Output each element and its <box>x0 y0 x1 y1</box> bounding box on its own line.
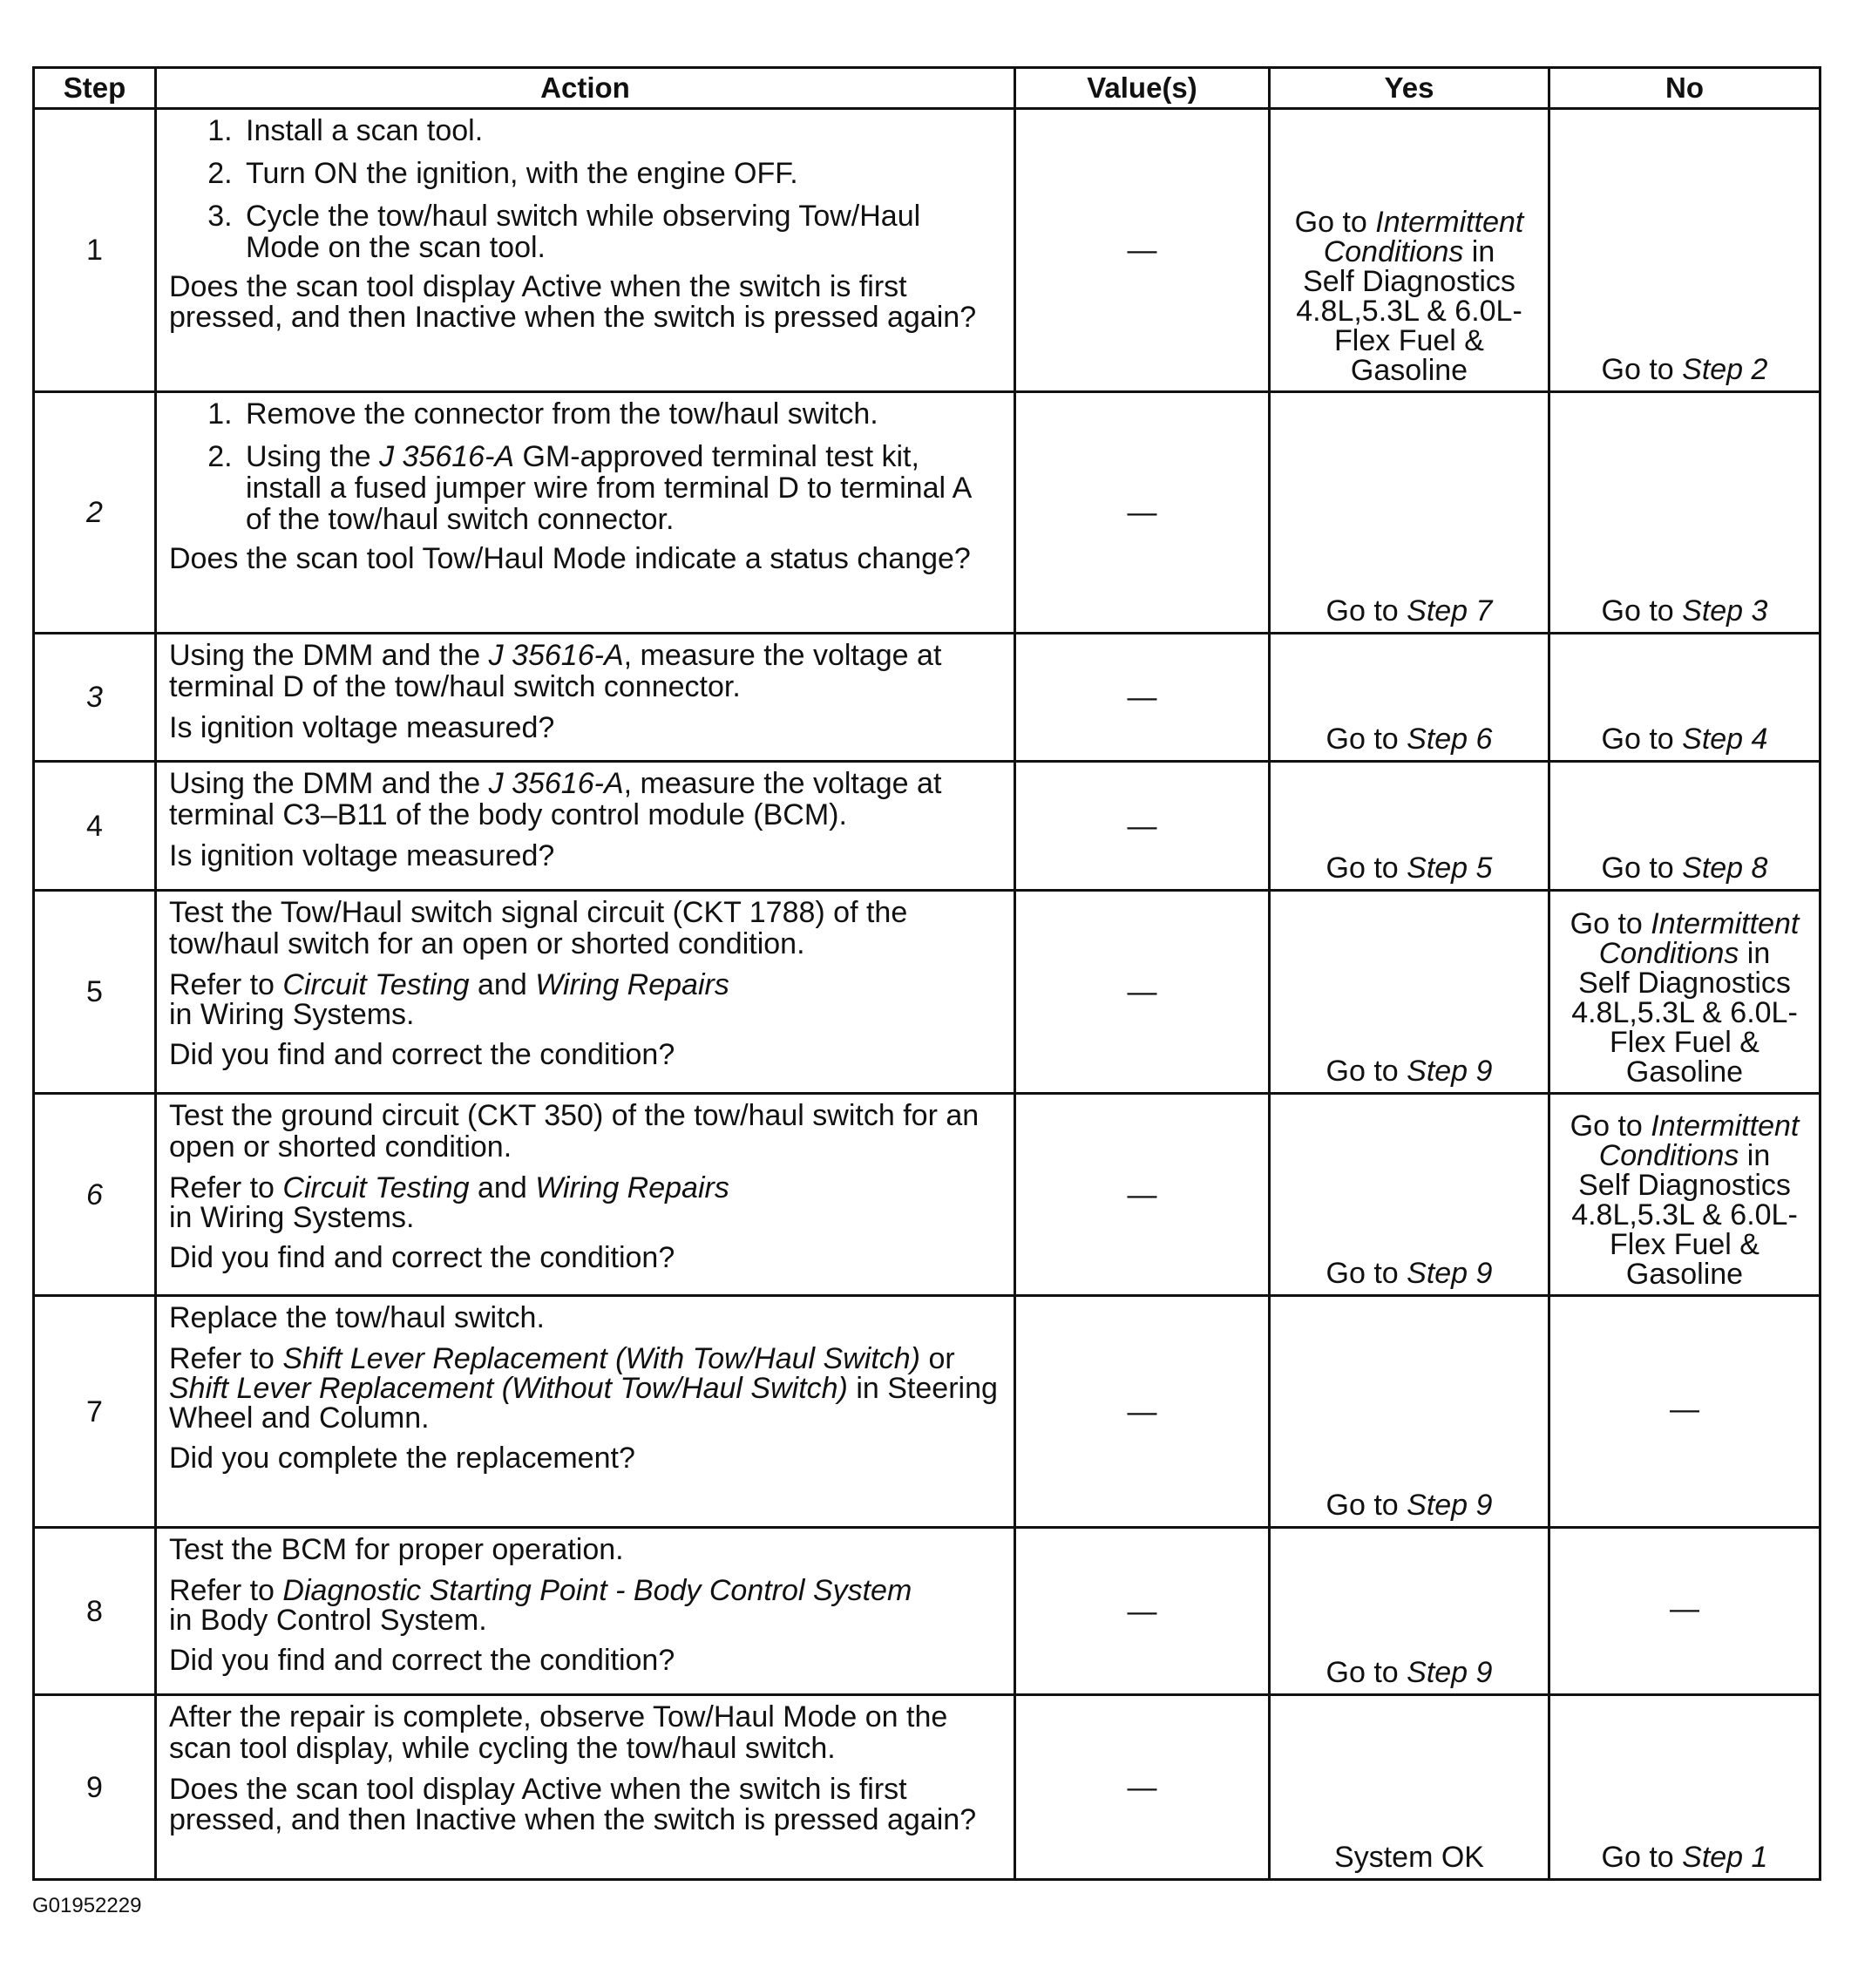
value-cell: — <box>1015 109 1270 392</box>
table-row <box>34 1528 1820 1695</box>
yes-cell <box>1270 109 1549 392</box>
reference-link[interactable]: Circuit Testing <box>282 968 470 1001</box>
action-question: Did you complete the replacement? <box>169 1442 635 1475</box>
goto-step-link[interactable]: Step 2 <box>1682 353 1768 386</box>
goto-step-link[interactable]: Step 5 <box>1407 852 1493 885</box>
goto-step-link[interactable]: Step 6 <box>1407 723 1493 756</box>
goto-step-link[interactable]: Step 4 <box>1682 723 1768 756</box>
step-number: 6 <box>34 1094 156 1296</box>
action-question: Did you find and correct the condition? <box>169 1644 675 1677</box>
value-cell: — <box>1015 1094 1270 1296</box>
no-cell: Go to Step 4 <box>1549 634 1820 762</box>
step-number: 8 <box>34 1528 156 1695</box>
action-cell <box>156 109 1015 392</box>
step-number: 7 <box>34 1296 156 1528</box>
action-cell <box>156 1296 1015 1528</box>
action-text: Test the BCM for proper operation. <box>169 1533 624 1566</box>
step-number: 3 <box>34 634 156 762</box>
no-cell: Go to Step 8 <box>1549 762 1820 891</box>
action-question: Is ignition voltage measured? <box>169 839 555 872</box>
goto-step-link[interactable]: Step 9 <box>1407 1257 1493 1290</box>
step-number: 9 <box>34 1695 156 1880</box>
action-cell <box>156 634 1015 762</box>
action-text: Test the Tow/Haul switch signal circuit (CKT 1788) of the tow/haul switch for an open or shorted condition. <box>169 896 908 960</box>
header-step: Step <box>34 68 156 109</box>
reference-link[interactable]: Shift Lever Replacement (With Tow/Haul Switch) <box>282 1342 921 1375</box>
value-cell: — <box>1015 634 1270 762</box>
step-number: 4 <box>34 762 156 891</box>
table-row <box>34 1695 1820 1880</box>
step-number: 5 <box>34 891 156 1094</box>
refer-text: Refer to Diagnostic Starting Point - Body Control System in Body Control System. <box>169 1574 912 1637</box>
action-question: Does the scan tool display Active when the switch is first pressed, and then Inactive when the switch is pressed again? <box>169 1773 977 1836</box>
value-cell: — <box>1015 392 1270 634</box>
refer-text: Refer to Circuit Testing and Wiring Repairs in Wiring Systems. <box>169 968 729 1031</box>
action-step-item: 1. Remove the connector from the tow/haul switch. <box>241 398 1001 430</box>
reference-link[interactable]: Circuit Testing <box>282 1171 470 1204</box>
table-row <box>34 1296 1820 1528</box>
action-cell <box>156 762 1015 891</box>
refer-text: Refer to Circuit Testing and Wiring Repairs in Wiring Systems. <box>169 1171 729 1234</box>
header-yes: Yes <box>1270 68 1549 109</box>
yes-cell: Go to Step 7 <box>1270 392 1549 634</box>
yes-cell: Go to Step 9 <box>1270 1296 1549 1528</box>
action-text: Using the DMM and the J 35616-A, measure the voltage at terminal C3–B11 of the body control module (BCM). <box>169 767 942 831</box>
value-cell: — <box>1015 891 1270 1094</box>
action-step-item: 1. Install a scan tool. <box>241 115 1001 146</box>
action-cell <box>156 1094 1015 1296</box>
action-step-item: 2. Using the J 35616-A GM-approved terminal test kit, install a fused jumper wire from terminal D to terminal A of the tow/haul switch connector. <box>241 441 1001 535</box>
action-steps <box>169 115 1001 263</box>
action-text: After the repair is complete, observe Tow/Haul Mode on the scan tool display, while cycling the tow/haul switch. <box>169 1700 948 1765</box>
tool-reference: J 35616-A <box>488 639 624 672</box>
goto-step-link[interactable]: Step 8 <box>1682 852 1768 885</box>
header-no: No <box>1549 68 1820 109</box>
yes-cell: Go to Step 5 <box>1270 762 1549 891</box>
no-cell <box>1549 891 1820 1094</box>
value-cell: — <box>1015 1695 1270 1880</box>
no-cell: Go to Step 2 <box>1549 109 1820 392</box>
step-number: 2 <box>34 392 156 634</box>
no-cell: — <box>1549 1296 1820 1528</box>
tool-reference: J 35616-A <box>379 440 515 473</box>
diagnostic-table <box>32 66 1821 1881</box>
no-cell: Go to Step 3 <box>1549 392 1820 634</box>
reference-link[interactable]: Shift Lever Replacement (Without Tow/Haul Switch) <box>169 1372 848 1405</box>
action-cell <box>156 1695 1015 1880</box>
action-question: Does the scan tool Tow/Haul Mode indicate a status change? <box>169 542 971 575</box>
goto-step-link[interactable]: Step 9 <box>1407 1656 1493 1689</box>
action-text: Replace the tow/haul switch. <box>169 1301 545 1334</box>
step-number: 1 <box>34 109 156 392</box>
refer-text: Refer to Shift Lever Replacement (With Tow/Haul Switch) or Shift Lever Replacement (Without Tow/Haul Switch) in Steering Wheel and Column. <box>169 1342 998 1435</box>
reference-link[interactable]: Wiring Repairs <box>535 1171 729 1204</box>
action-cell <box>156 891 1015 1094</box>
no-cell: Go to Step 1 <box>1549 1695 1820 1880</box>
action-text: Test the ground circuit (CKT 350) of the tow/haul switch for an open or shorted condition. <box>169 1099 980 1164</box>
goto-step-link[interactable]: Step 7 <box>1407 594 1493 628</box>
figure-id: G01952229 <box>32 1894 142 1917</box>
reference-link[interactable]: Intermittent Conditions <box>1323 206 1524 268</box>
action-step-item: 3. Cycle the tow/haul switch while observing Tow/Haul Mode on the scan tool. <box>241 200 1001 263</box>
goto-reference: Go to Intermittent Conditions in Self Diagnostics 4.8L,5.3L & 6.0L- Flex Fuel & Gasoline <box>1570 907 1800 1089</box>
reference-link[interactable]: Wiring Repairs <box>535 968 729 1001</box>
action-question: Does the scan tool display Active when the switch is first pressed, and then Inactive when the switch is pressed again? <box>169 270 977 334</box>
table-row <box>34 109 1820 392</box>
yes-cell: Go to Step 6 <box>1270 634 1549 762</box>
goto-reference: Go to Intermittent Conditions in Self Diagnostics 4.8L,5.3L & 6.0L- Flex Fuel & Gasoline <box>1570 1109 1800 1291</box>
goto-step-link[interactable]: Step 3 <box>1682 594 1768 628</box>
reference-link[interactable]: Diagnostic Starting Point - Body Control System <box>282 1574 912 1607</box>
table-row <box>34 891 1820 1094</box>
goto-reference: Go to Intermittent Conditions in Self Diagnostics 4.8L,5.3L & 6.0L- Flex Fuel & Gasoline <box>1294 206 1524 387</box>
table-row <box>34 392 1820 634</box>
yes-cell: Go to Step 9 <box>1270 1094 1549 1296</box>
no-cell <box>1549 1094 1820 1296</box>
reference-link[interactable]: Intermittent Conditions <box>1598 907 1800 970</box>
header-action: Action <box>156 68 1015 109</box>
action-steps <box>169 398 1001 535</box>
yes-cell: Go to Step 9 <box>1270 1528 1549 1695</box>
header-row <box>34 68 1820 109</box>
action-question: Is ignition voltage measured? <box>169 711 555 744</box>
header-values: Value(s) <box>1015 68 1270 109</box>
yes-cell: Go to Step 9 <box>1270 891 1549 1094</box>
value-cell: — <box>1015 1528 1270 1695</box>
action-text: Using the DMM and the J 35616-A, measure the voltage at terminal D of the tow/haul switch connector. <box>169 639 942 703</box>
action-step-item: 2. Turn ON the ignition, with the engine OFF. <box>241 158 1001 189</box>
goto-step-link[interactable]: Step 9 <box>1407 1055 1493 1088</box>
goto-step-link[interactable]: Step 9 <box>1407 1489 1493 1522</box>
no-cell: — <box>1549 1528 1820 1695</box>
table-row <box>34 1094 1820 1296</box>
tool-reference: J 35616-A <box>488 767 624 800</box>
table-row <box>34 762 1820 891</box>
action-question: Did you find and correct the condition? <box>169 1038 675 1071</box>
value-cell: — <box>1015 762 1270 891</box>
value-cell: — <box>1015 1296 1270 1528</box>
yes-cell: System OK <box>1270 1695 1549 1880</box>
goto-step-link[interactable]: Step 1 <box>1682 1841 1768 1874</box>
action-question: Did you find and correct the condition? <box>169 1241 675 1274</box>
action-cell <box>156 1528 1015 1695</box>
action-cell <box>156 392 1015 634</box>
table-row <box>34 634 1820 762</box>
reference-link[interactable]: Intermittent Conditions <box>1598 1109 1800 1172</box>
